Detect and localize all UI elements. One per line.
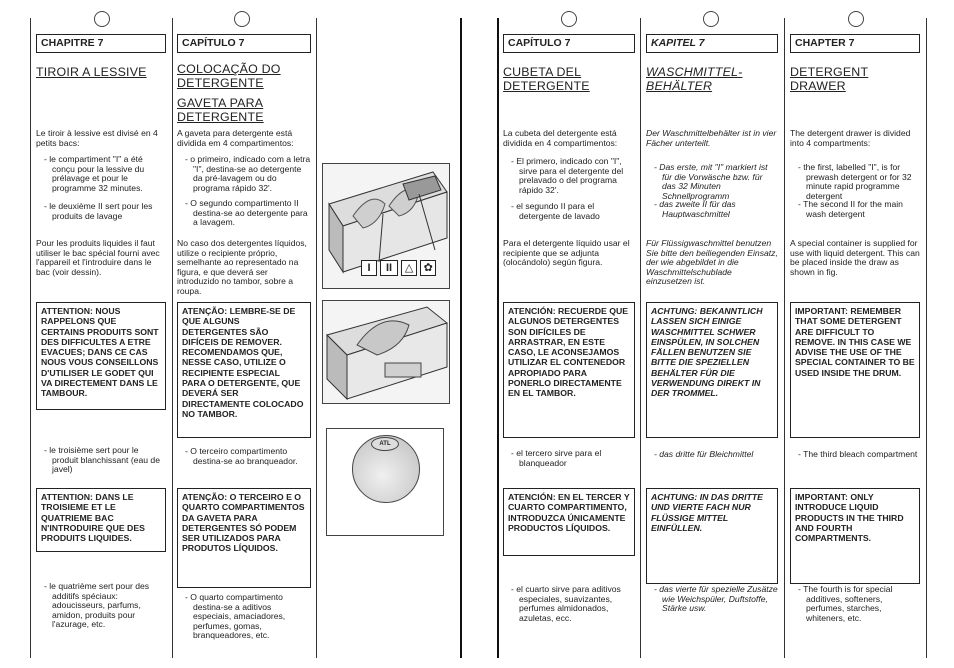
softener-flower-icon: ✿ xyxy=(420,260,436,276)
page-divider xyxy=(497,18,499,658)
compartment-label-1: I xyxy=(361,260,377,276)
spanish-column xyxy=(503,34,635,644)
liquid-container-drawing xyxy=(323,301,450,403)
column-marker-icon xyxy=(561,11,577,27)
list-item: - das dritte für Bleichmittel xyxy=(654,449,754,459)
attention-box: ATENCIÓN: RECUERDE QUE ALGUNOS DETERGENTES SON DIFÍCILES DE ARRASTRAR, EN ESTE CASO, LE ACONSEJAMOS UTILIZAR EL CONTENEDOR APROPIADO PARA PONERLO DIRECTAMENTE EN EL TAMBOR. xyxy=(503,302,635,438)
attention-box: ATTENTION: NOUS RAPPELONS QUE CERTAINS PRODUITS SONT DES DIFFICULTES A ETRE EVACUES; DANS CE CAS NOUS VOUS CONSEILLONS D'UTILISER LE GODET QUI VA DIRECTEMENT DANS LE TAMBOUR. xyxy=(36,302,166,410)
column-divider xyxy=(30,18,31,658)
attention-box: ACHTUNG: IN DAS DRITTE UND VIERTE FACH NUR FLÜSSIGE MITTEL EINFÜLLEN. xyxy=(646,488,778,584)
section-title: DETERGENT DRAWER xyxy=(790,65,869,93)
page-divider xyxy=(460,18,462,658)
list-item: - O terceiro compartimento destina-se ao branqueador. xyxy=(185,446,298,466)
list-item: - The fourth is for special additives, softeners, perfumes, starches, whiteners, etc. xyxy=(798,584,893,623)
chapter-label: CHAPTER 7 xyxy=(790,34,920,53)
compartment-label-2: II xyxy=(380,260,398,276)
attention-box: ATENCIÓN: EN EL TERCER Y CUARTO COMPARTIMENTO, INTRODUZCA ÚNICAMENTE PRODUCTOS LÍQUIDOS. xyxy=(503,488,635,556)
german-column xyxy=(646,34,778,644)
list-item: - el tercero sirve para el blanqueador xyxy=(511,448,602,468)
attention-box: ATENÇÃO: LEMBRE-SE DE QUE ALGUNS DETERGENTES SÃO DIFÍCEIS DE REMOVER. RECOMENDAMOS QUE, NESSE CASO, UTILIZE O RECIPIENTE ESPECIAL PARA O DETERGENTE, QUE DEVERÁ SER DIRECTAMENTE COLOCADO NO TAMBOR. xyxy=(177,302,311,438)
list-item: - El primero, indicado con "I", sirve para el detergente del prelavado o del programa rápido 32'. xyxy=(511,156,624,195)
list-item: - le deuxième II sert pour les produits de lavage xyxy=(44,201,153,221)
chapter-label: CHAPITRE 7 xyxy=(36,34,166,53)
drawer-illustration xyxy=(322,163,450,289)
section-title: TIROIR A LESSIVE xyxy=(36,65,147,79)
french-column xyxy=(36,34,166,644)
list-item: - el cuarto sirve para aditivos especiales, suavizantes, perfumes almidonados, azuletas, ecc. xyxy=(511,584,621,623)
list-item: - le compartiment "I" a été conçu pour la lessive du prélavage et pour le programme 32 minutes. xyxy=(44,154,145,193)
chapter-label: CAPÍTULO 7 xyxy=(177,34,311,53)
column-divider xyxy=(784,18,785,658)
list-item: - le quatrième sert pour des additifs spéciaux: adoucisseurs, parfums, amidon, produits pour l'azurage, etc. xyxy=(44,581,150,630)
chapter-label: CAPÍTULO 7 xyxy=(503,34,635,53)
column-divider xyxy=(316,18,317,658)
list-item: - o primeiro, indicado com a letra "I", destina-se ao detergente da pré-lavagem ou do programa rápido 32'. xyxy=(185,154,311,193)
liquid-note: A special container is supplied for use with liquid detergent. This can be placed inside the draw as shown in fig. xyxy=(790,238,920,277)
section-title: COLOCAÇÃO DO DETERGENTE xyxy=(177,62,281,90)
column-divider xyxy=(640,18,641,658)
column-marker-icon xyxy=(848,11,864,27)
attention-box: IMPORTANT: REMEMBER THAT SOME DETERGENT ARE DIFFICULT TO REMOVE. IN THIS CASE WE ADVISE THE USE OF THE SPECIAL CONTAINER TO BE USED INSIDE THE DRUM. xyxy=(790,302,920,438)
list-item: - O quarto compartimento destina-se a aditivos especiais, amaciadores, perfumes, gomas, branqueadores, etc. xyxy=(185,592,286,641)
intro-text: La cubeta del detergente está dividida en 4 compartimentos: xyxy=(503,128,618,148)
liquid-note: No caso dos detergentes líquidos, utilize o recipiente próprio, semelhante ao representado na figura, e que deverá ser introduzido no tambor, sobre a roupa. xyxy=(177,238,307,296)
intro-text: The detergent drawer is divided into 4 compartments: xyxy=(790,128,911,148)
intro-text: A gaveta para detergente está dividida em 4 compartimentos: xyxy=(177,128,294,148)
dosing-ball-illustration xyxy=(326,428,444,536)
column-divider xyxy=(926,18,927,658)
section-title: WASCHMITTEL-BEHÄLTER xyxy=(646,65,743,93)
intro-text: Le tiroir à lessive est divisé en 4 petits bacs: xyxy=(36,128,158,148)
attention-box: ACHTUNG: BEKANNTLICH LASSEN SICH EINIGE WASCHMITTEL SCHWER EINSPÜLEN, IN SOLCHEN FÄLLEN BENUTZEN SIE BITTE DIE SPEZIELLEN BEHÄLTER FÜR DIE VERWENDUNG DIREKT IN DER TROMMEL. xyxy=(646,302,778,438)
list-item: - The second II for the main wash detergent xyxy=(798,199,903,219)
figure-column xyxy=(322,34,450,644)
attention-box: IMPORTANT: ONLY INTRODUCE LIQUID PRODUCTS IN THE THIRD AND FOURTH COMPARTMENTS. xyxy=(790,488,920,584)
column-divider xyxy=(172,18,173,658)
portuguese-column xyxy=(177,34,311,644)
list-item: - das zweite II für das Hauptwaschmittel xyxy=(654,199,736,219)
liquid-container-illustration xyxy=(322,300,450,404)
section-subtitle: GAVETA PARA DETERGENTE xyxy=(177,96,264,124)
column-marker-icon xyxy=(94,11,110,27)
list-item: - O segundo compartimento II destina-se ao detergente para a lavagem. xyxy=(185,198,308,228)
list-item: - das vierte für spezielle Zusätze wie Weichspüler, Duftstoffe, Stärke usw. xyxy=(654,584,778,614)
column-marker-icon xyxy=(703,11,719,27)
dosing-ball-cap: ATL xyxy=(371,437,399,451)
liquid-note: Para el detergente líquido usar el recipiente que se adjunta (olocándolo) según figura. xyxy=(503,238,630,268)
english-column xyxy=(790,34,920,644)
list-item: - the first, labelled "I", is for prewash detergent or for 32 minute rapid programme detergent xyxy=(798,162,912,201)
section-title: CUBETA DEL DETERGENTE xyxy=(503,65,590,93)
list-item: - el segundo II para el detergente de lavado xyxy=(511,201,600,221)
list-item: - le troisième sert pour le produit blanchissant (eau de javel) xyxy=(44,445,160,475)
compartment-labels xyxy=(361,260,436,274)
intro-text: Der Waschmittelbehälter ist in vier Fächer unterteilt. xyxy=(646,128,777,148)
attention-box: ATENÇÃO: O TERCEIRO E O QUARTO COMPARTIMENTOS DA GAVETA PARA DETERGENTES SÓ PODEM SER UTILIZADOS PARA PRODUTOS LÍQUIDOS. xyxy=(177,488,311,588)
list-item: - The third bleach compartment xyxy=(798,449,918,459)
chapter-label: KAPITEL 7 xyxy=(646,34,778,53)
bleach-icon: △ xyxy=(401,260,417,276)
column-marker-icon xyxy=(234,11,250,27)
liquid-note: Für Flüssigwaschmittel benutzen Sie bitte den beiliegenden Einsatz, der wie abgebildet in die Waschmittelschublade einzusetzen ist. xyxy=(646,238,778,287)
liquid-note: Pour les produits liquides il faut utiliser le bac spécial fourni avec l'appareil et l'introduire dans le bac (voir dessin). xyxy=(36,238,160,277)
list-item: - Das erste, mit "I" markiert ist für die Vorwäsche bzw. für das 32 Minuten Schnellprogramm xyxy=(654,162,768,201)
attention-box: ATTENTION: DANS LE TROISIEME ET LE QUATRIEME BAC N'INTRODUIRE QUE DES PRODUITS LIQUIDES. xyxy=(36,488,166,552)
